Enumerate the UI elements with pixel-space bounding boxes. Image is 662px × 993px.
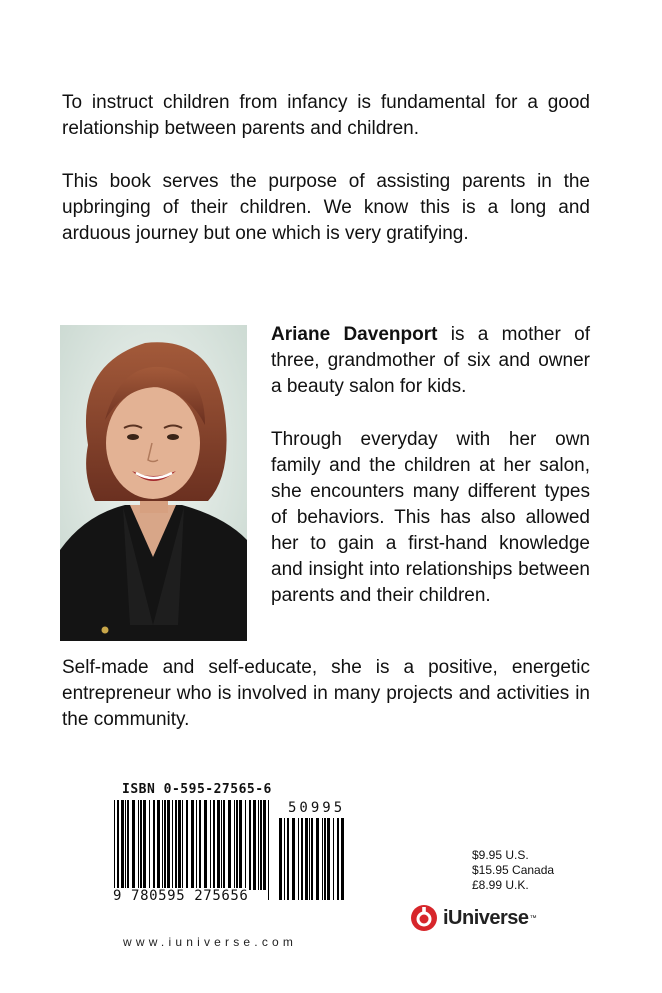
- barcode-bar: [167, 800, 170, 890]
- barcode-bar: [249, 800, 251, 890]
- barcode-bar: [186, 800, 188, 890]
- barcode-bar: [213, 800, 215, 890]
- barcode-bar: [178, 800, 181, 890]
- barcode-bar: [258, 800, 259, 890]
- barcode-bar: [279, 818, 282, 900]
- barcode-bar: [221, 800, 222, 890]
- price-canada: $15.95 Canada: [472, 863, 555, 877]
- barcode-bar: [196, 800, 197, 890]
- author-bio-1: [271, 322, 590, 400]
- barcode-bar: [301, 818, 303, 900]
- barcode-bar: [210, 800, 211, 890]
- barcode-bar: [322, 818, 323, 900]
- barcode-bar: [138, 800, 139, 890]
- trademark-symbol: ™: [529, 914, 537, 922]
- barcode-bar: [153, 800, 155, 890]
- barcode-bar: [260, 800, 262, 890]
- iuniverse-logo-icon: [410, 904, 438, 932]
- barcode-bar: [199, 800, 201, 890]
- barcode-bar: [324, 818, 326, 900]
- barcode-bar: [157, 800, 160, 890]
- barcode-bar: [114, 800, 115, 900]
- barcode-bar: [309, 818, 310, 900]
- price-uk: £8.99 U.K.: [472, 878, 529, 892]
- intro-paragraph-1: To instruct children from infancy is fundamental for a good relationship between parents and children.: [62, 92, 590, 139]
- barcode-bar: [125, 800, 126, 890]
- intro-paragraph-2: This book serves the purpose of assisting parents in the upbringing of their children. We know this is a long and arduous journey but one which is very gratifying.: [62, 171, 590, 244]
- barcode-bar: [298, 818, 299, 900]
- barcode-bar: [284, 818, 285, 900]
- barcode-bar: [311, 818, 313, 900]
- barcode-bar: [164, 800, 166, 890]
- barcode-bar: [327, 818, 330, 900]
- barcode-bar: [175, 800, 177, 890]
- publisher-website: www.iuniverse.com: [123, 935, 298, 949]
- author-closing-paragraph: Self-made and self-educate, she is a positive, energetic entrepreneur who is involved in many projects and activities in the community.: [62, 657, 590, 730]
- barcode-bar: [236, 800, 238, 890]
- barcode-bar: [316, 818, 319, 900]
- barcode-bar: [121, 800, 124, 890]
- barcode-bar: [162, 800, 163, 890]
- isbn-barcode: [113, 800, 271, 900]
- barcode-bar: [245, 800, 246, 890]
- price-addon-barcode: [278, 818, 348, 900]
- barcode-bar: [140, 800, 142, 890]
- barcode-bar: [292, 818, 295, 900]
- barcode-bar: [253, 800, 256, 890]
- barcode-bar: [305, 818, 308, 900]
- barcode-bar: [182, 800, 183, 890]
- author-bio-2: Through everyday with her own family and the children at her salon, she encounters many different types of behaviors. This has also allowed her to gain a first-hand knowledge and insight into relationships between parents and their children.: [271, 429, 590, 606]
- barcode-bar: [191, 800, 194, 900]
- author-name: Ariane Davenport: [271, 324, 438, 345]
- barcode-bar: [333, 818, 334, 900]
- publisher-name: iUniverse: [443, 906, 529, 929]
- barcode-bar: [341, 818, 344, 900]
- author-photo: [60, 325, 247, 641]
- barcode-bar: [234, 800, 235, 890]
- barcode-addon-digits: 50995: [288, 800, 346, 816]
- barcode-bar: [132, 800, 135, 890]
- barcode-bar: [149, 800, 150, 890]
- barcode-bar: [217, 800, 220, 890]
- barcode-bar: [172, 800, 173, 890]
- barcode-bar: [127, 800, 129, 890]
- barcode-bar: [287, 818, 289, 900]
- barcode-bar: [239, 800, 242, 890]
- barcode-bar: [228, 800, 231, 890]
- publisher-logo: [410, 904, 537, 932]
- barcode-bar: [337, 818, 339, 900]
- author-bio-1-text: is a mother of three, grandmother of six and owner a beauty salon for kids.: [271, 324, 590, 397]
- barcode-bar: [263, 800, 266, 890]
- barcode-bar: [268, 800, 269, 900]
- barcode-bar: [143, 800, 146, 890]
- ean-digits: 9 780595 275656: [113, 888, 249, 904]
- barcode-bar: [117, 800, 119, 900]
- price-list: [472, 848, 554, 893]
- price-us: $9.95 U.S.: [472, 848, 529, 862]
- author-portrait-illustration: [60, 325, 247, 641]
- barcode-bar: [223, 800, 225, 890]
- barcode-bar: [204, 800, 207, 890]
- isbn-label: ISBN 0-595-27565-6: [122, 782, 272, 797]
